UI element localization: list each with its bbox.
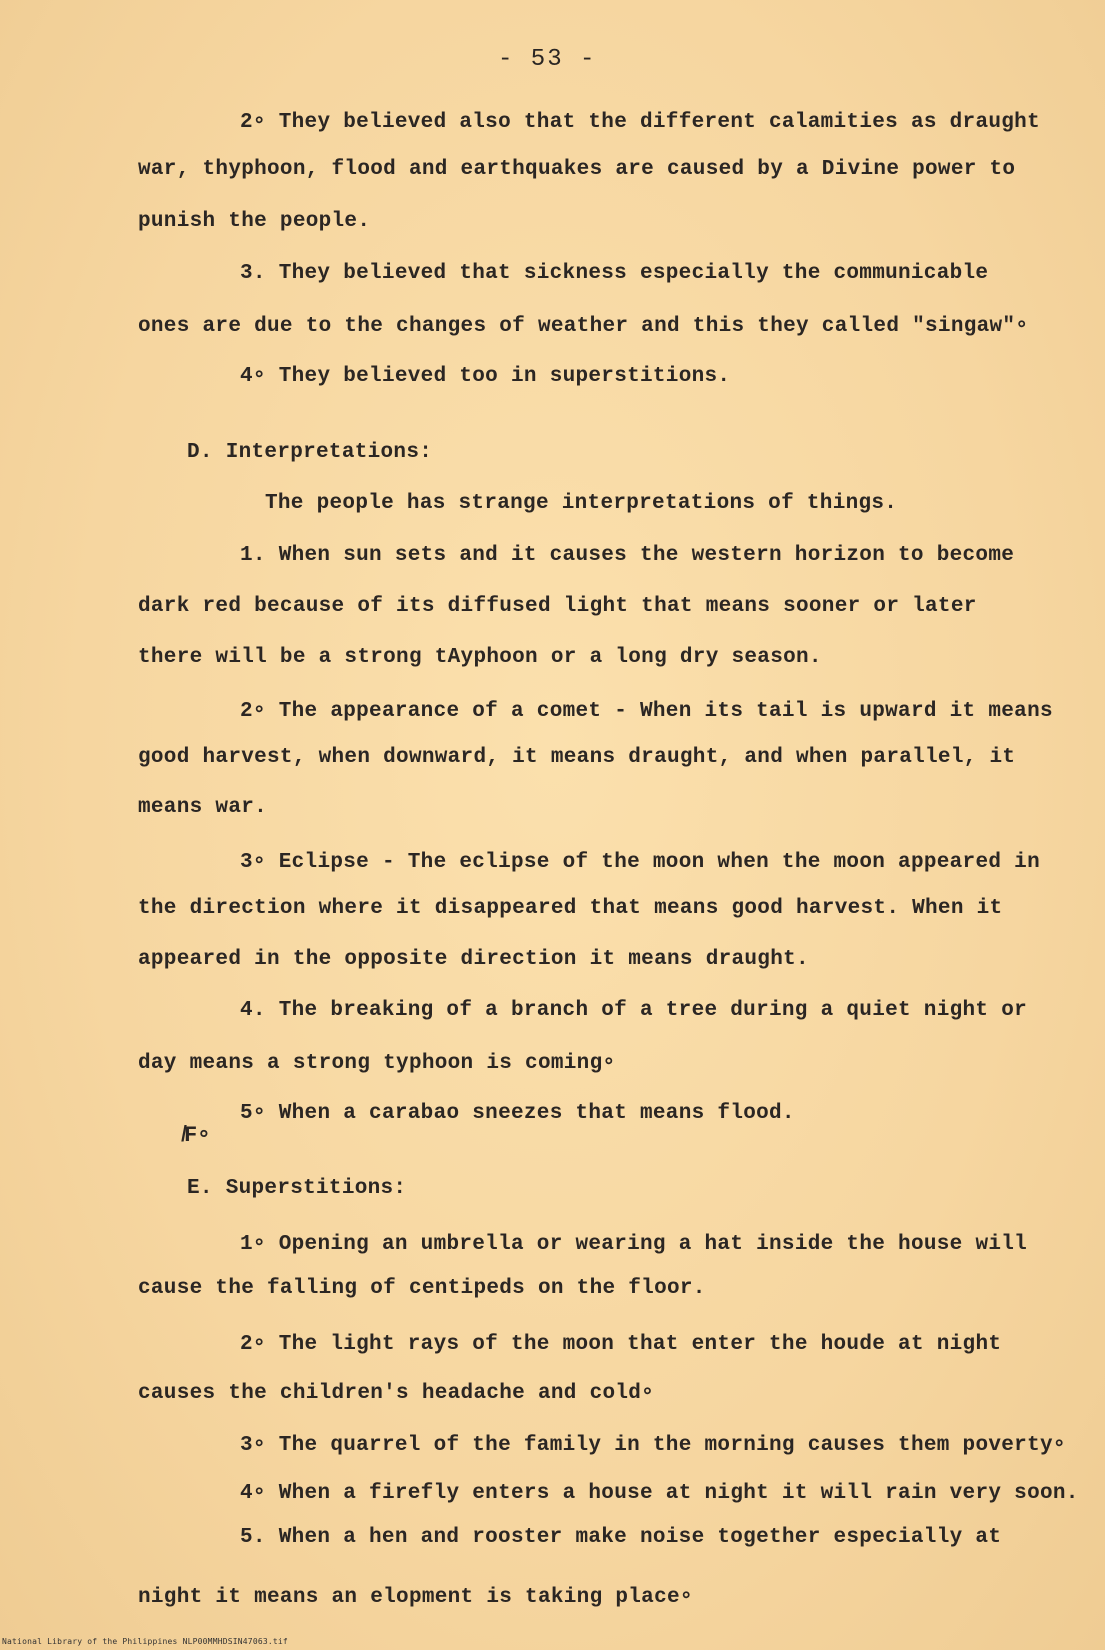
superstition-3-line-1: 3∘ The quarrel of the family in the morning causes them poverty∘	[240, 1434, 1066, 1457]
interpretation-5-line-1: 5∘ When a carabao sneezes that means flood.	[240, 1102, 795, 1125]
handwritten-margin-mark: ̸F∘	[184, 1123, 211, 1148]
interpretation-2-line-2: good harvest, when downward, it means draught, and when parallel, it	[138, 746, 1016, 769]
superstition-2-line-2: causes the children's headache and cold∘	[138, 1382, 655, 1405]
interpretation-3-line-3: appeared in the opposite direction it means draught.	[138, 948, 809, 971]
superstition-2-line-1: 2∘ The light rays of the moon that enter the houde at night	[240, 1333, 1002, 1356]
belief-2-line-2: war, thyphoon, flood and earthquakes are caused by a Divine power to	[138, 158, 1016, 181]
belief-2-line-1: 2∘ They believed also that the different calamities as draught	[240, 111, 1040, 134]
belief-2-line-3: punish the people.	[138, 210, 371, 233]
section-d-heading: D. Interpretations:	[187, 441, 433, 464]
superstition-1-line-1: 1∘ Opening an umbrella or wearing a hat inside the house will	[240, 1233, 1028, 1256]
interpretation-4-line-2: day means a strong typhoon is coming∘	[138, 1052, 616, 1075]
superstition-5-line-1: 5. When a hen and rooster make noise together especially at	[240, 1526, 1002, 1549]
superstition-5-line-2: night it means an elopment is taking place∘	[138, 1586, 693, 1609]
belief-3-line-1: 3. They believed that sickness especially the communicable	[240, 262, 989, 285]
archive-footer: National Library of the Philippines NLP00MMHDSIN47063.tif	[2, 1637, 288, 1646]
superstition-1-line-2: cause the falling of centipeds on the floor.	[138, 1277, 706, 1300]
interpretation-1-line-2: dark red because of its diffused light that means sooner or later	[138, 595, 977, 618]
interpretation-1-line-1: 1. When sun sets and it causes the western horizon to become	[240, 544, 1015, 567]
interpretation-2-line-1: 2∘ The appearance of a comet - When its tail is upward it means	[240, 700, 1053, 723]
interpretation-3-line-1: 3∘ Eclipse - The eclipse of the moon when the moon appeared in	[240, 851, 1040, 874]
interpretations-intro: The people has strange interpretations of things.	[265, 492, 898, 515]
interpretation-1-line-3: there will be a strong tAyphoon or a long dry season.	[138, 646, 822, 669]
section-e-heading: E. Superstitions:	[187, 1177, 407, 1200]
belief-4-line-1: 4∘ They believed too in superstitions.	[240, 365, 731, 388]
superstition-4-line-1: 4∘ When a firefly enters a house at night it will rain very soon.	[240, 1482, 1079, 1505]
interpretation-2-line-3: means war.	[138, 796, 268, 819]
interpretation-3-line-2: the direction where it disappeared that means good harvest. When it	[138, 897, 1003, 920]
belief-3-line-2: ones are due to the changes of weather and this they called "singaw"∘	[138, 315, 1029, 338]
page-number: - 53 -	[498, 46, 597, 73]
interpretation-4-line-1: 4. The breaking of a branch of a tree during a quiet night or	[240, 999, 1028, 1022]
